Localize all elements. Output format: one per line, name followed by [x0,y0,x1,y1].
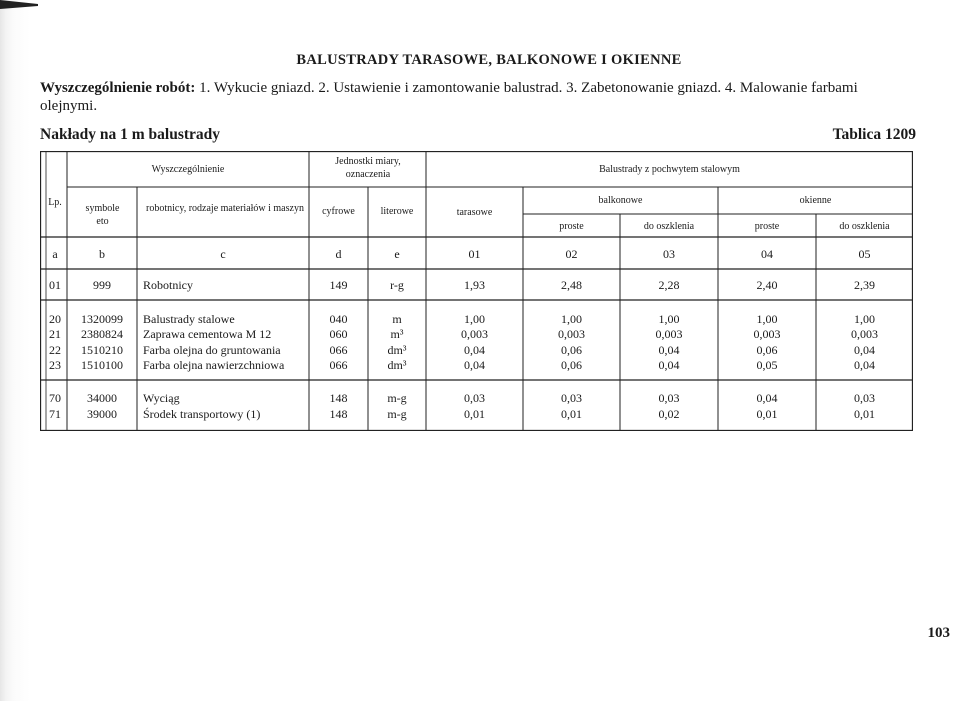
row-v04: 0,06 [756,343,778,357]
row-symbol: 2380824 [81,327,123,341]
row-v05: 0,04 [854,343,875,357]
row-v01: 1,00 [464,312,485,326]
page-number: 103 [927,625,950,641]
row-v05: 0,003 [851,327,878,341]
letter-e: e [394,247,400,261]
scope-label: Wyszczególnienie robót: [40,80,196,96]
row-name: Farba olejna nawierzchniowa [143,358,285,372]
row-v05: 0,04 [854,358,875,372]
row-symbol: 34000 [87,391,117,405]
row-unit-code: 148 [329,391,348,405]
row-v03: 0,03 [658,391,680,405]
header-balkonowe: balkonowe [598,195,643,206]
letter-d: d [335,247,342,261]
letter-a: a [52,247,58,261]
scan-corner-mark [0,0,40,10]
header-robotnicy: robotnicy, rodzaje materiałów i maszyn [146,203,304,214]
header-oszklenia-balkonowe: do oszklenia [643,221,695,232]
row-v04: 2,40 [756,278,778,292]
header-wyszczegolnienie: Wyszczególnienie [151,164,225,175]
row-unit: m³ [390,327,404,341]
row-symbol: 1320099 [81,312,123,326]
header-symbole: symbole eto [85,203,120,227]
row-v04: 0,01 [756,407,778,421]
row-v03: 0,02 [658,407,680,421]
row-unit-code: 148 [329,407,348,421]
letter-05: 05 [858,247,871,261]
header-lp: Lp. [48,197,62,208]
row-unit-code: 040 [329,312,348,326]
header-literowe: literowe [380,206,414,217]
row-unit: m-g [387,391,407,405]
header-balustrady: Balustrady z pochwytem stalowym [599,164,740,175]
letter-01: 01 [468,247,481,261]
row-v03: 0,04 [658,358,680,372]
row-lp: 01 [49,278,61,292]
row-v01: 1,93 [464,278,485,292]
row-symbol: 39000 [87,407,117,421]
row-v01: 0,03 [464,391,485,405]
row-v02: 1,00 [561,312,582,326]
row-v03: 0,04 [658,343,680,357]
row-v05: 1,00 [854,312,875,326]
header-okienne: okienne [799,195,832,206]
expenditure-label: Nakłady na 1 m balustrady [40,126,221,143]
row-unit: m-g [387,407,407,421]
header-cyfrowe: cyfrowe [322,206,355,217]
row-unit: dm³ [387,358,407,372]
row-unit: dm³ [387,343,407,357]
row-symbol: 1510210 [81,343,123,357]
row-name: Zaprawa cementowa M 12 [143,327,272,341]
row-unit-code: 060 [329,327,348,341]
header-oszklenia-okienne: do oszklenia [839,221,890,232]
row-name: Wyciąg [143,391,180,405]
row-v04: 0,04 [756,391,778,405]
row-v05: 0,01 [854,407,875,421]
row-unit: m [392,312,402,326]
row-v01: 0,003 [461,327,488,341]
row-symbol: 999 [93,278,111,292]
row-unit-code: 066 [329,343,348,357]
row-name: Robotnicy [143,278,193,292]
row-v02: 0,03 [561,391,582,405]
row-symbol: 1510100 [81,358,123,372]
row-v04: 1,00 [756,312,778,326]
letter-04: 04 [761,247,773,261]
row-lp: 23 [49,358,61,372]
row-unit-code: 149 [329,278,348,292]
row-v01: 0,04 [464,358,485,372]
row-name: Balustrady stalowe [143,312,235,326]
row-lp: 20 [49,312,61,326]
letter-02: 02 [565,247,578,261]
header-proste-okienne: proste [754,221,780,232]
row-unit: r-g [390,278,404,292]
row-v02: 2,48 [561,278,582,292]
header-jednostki: Jednostki miary, oznaczenia [335,156,401,180]
row-name: Środek transportowy (1) [143,407,261,421]
row-unit-code: 066 [329,358,348,372]
letter-c: c [220,247,226,261]
page-title: BALUSTRADY TARASOWE, BALKONOWE I OKIENNE [296,52,682,68]
letter-03: 03 [663,247,675,261]
row-v03: 2,28 [658,278,680,292]
row-v03: 0,003 [655,327,683,341]
table-number: Tablica 1209 [832,126,916,143]
row-v05: 0,03 [854,391,875,405]
row-lp: 71 [49,407,61,421]
letter-b: b [99,247,105,261]
row-v02: 0,003 [558,327,585,341]
row-name: Farba olejna do gruntowania [143,343,281,357]
row-v01: 0,01 [464,407,485,421]
row-v01: 0,04 [464,343,485,357]
row-v05: 2,39 [854,278,875,292]
scope-text: 1. Wykucie gniazd. 2. Ustawienie i zamontowanie balustrad. 3. Zabetonowanie gniazd. 4. Malowanie farbami olejnymi. [40,80,858,114]
scope-of-work [40,79,912,115]
row-v02: 0,06 [561,343,582,357]
cost-table [40,151,913,431]
row-v03: 1,00 [658,312,680,326]
row-v02: 0,06 [561,358,582,372]
header-tarasowe: tarasowe [456,207,493,218]
row-v04: 0,05 [756,358,778,372]
row-v02: 0,01 [561,407,582,421]
row-lp: 22 [49,343,61,357]
row-lp: 21 [49,327,61,341]
header-proste-balkonowe: proste [559,221,584,232]
row-v04: 0,003 [753,327,781,341]
row-lp: 70 [49,391,61,405]
